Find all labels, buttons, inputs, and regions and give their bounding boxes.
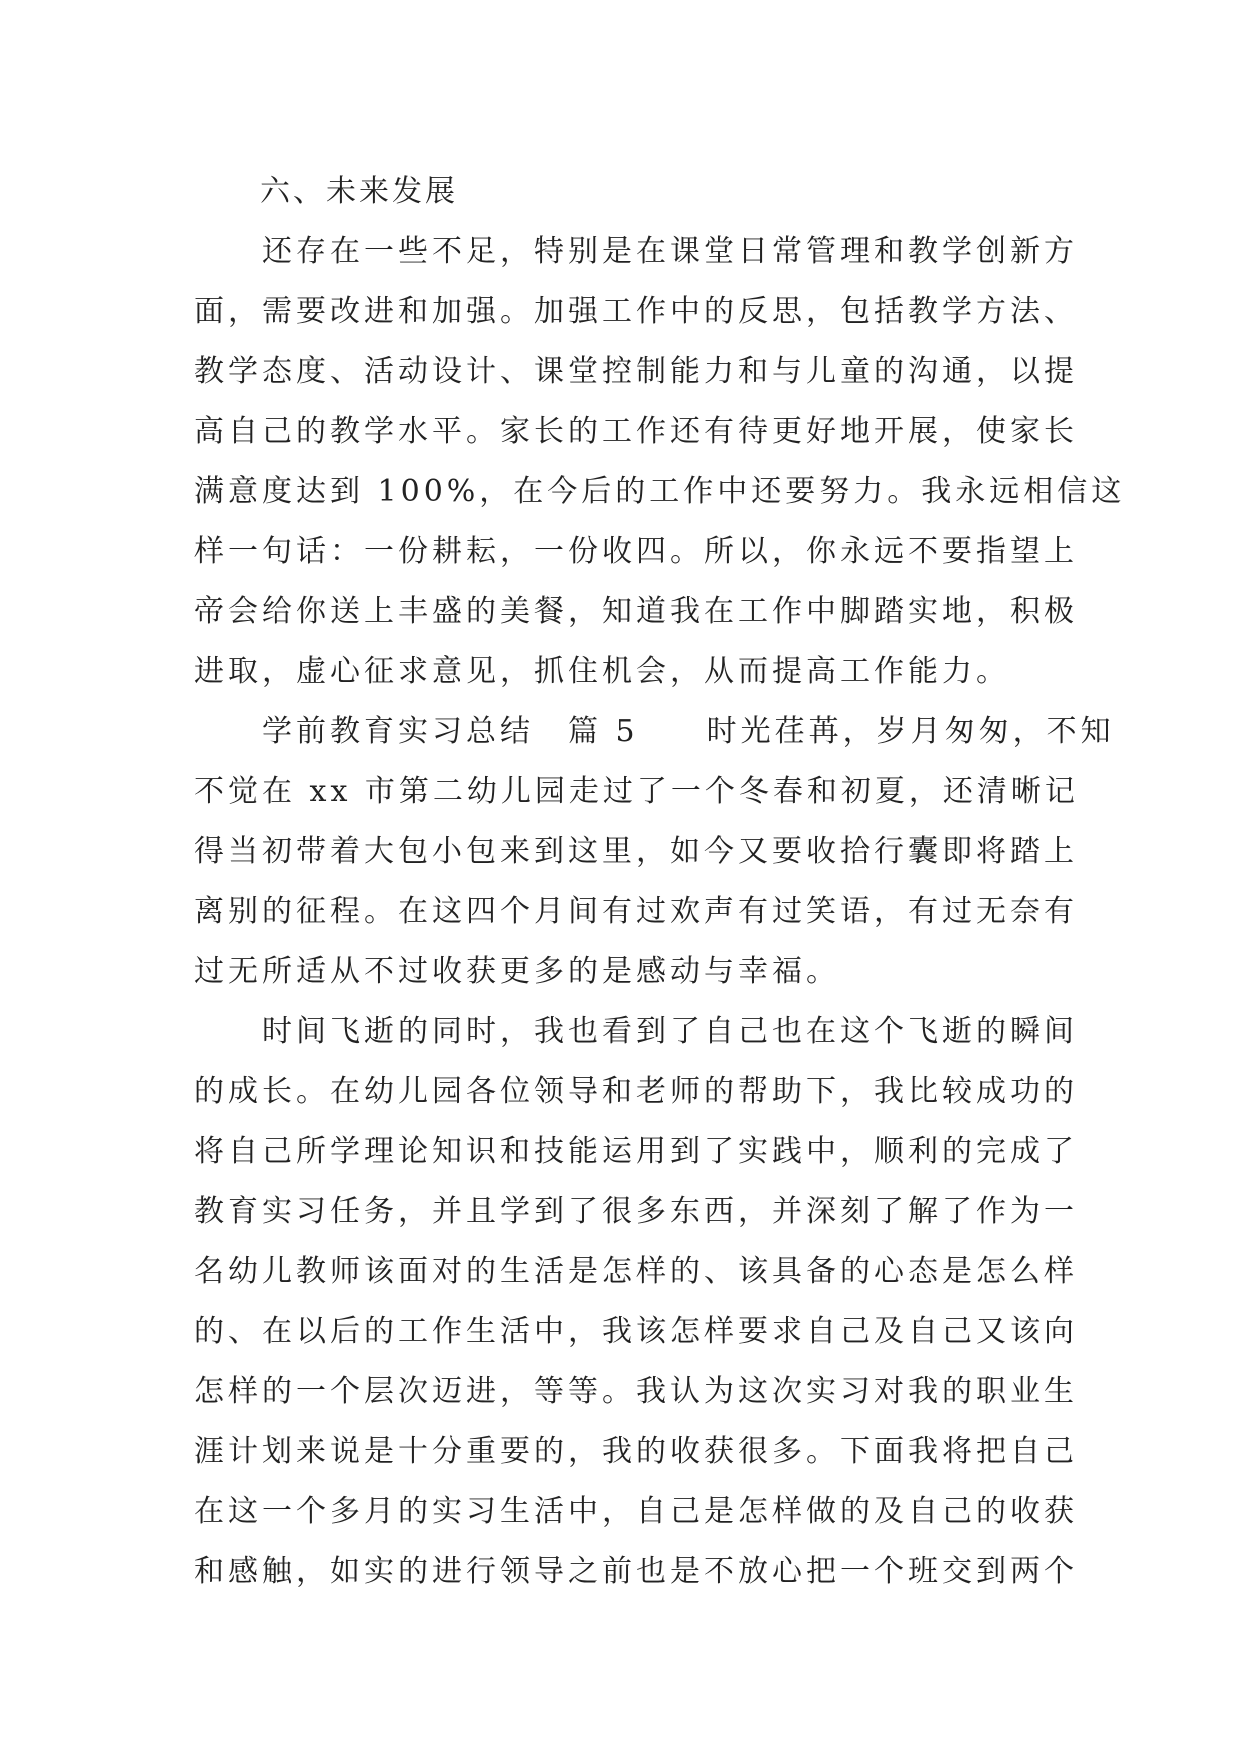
text-line: 和感触，如实的进行领导之前也是不放心把一个班交到两个 <box>194 1554 1078 1589</box>
text-line: 还存在一些不足，特别是在课堂日常管理和教学创新方 <box>194 234 1078 269</box>
text-line: 的成长。在幼儿园各位领导和老师的帮助下，我比较成功的 <box>194 1074 1078 1109</box>
text-line: 高自己的教学水平。家长的工作还有待更好地开展，使家长 <box>194 414 1078 449</box>
text-line: 涯计划来说是十分重要的，我的收获很多。下面我将把自己 <box>194 1434 1078 1469</box>
text-line: 时间飞逝的同时，我也看到了自己也在这个飞逝的瞬间 <box>194 1014 1078 1049</box>
text-line: 过无所适从不过收获更多的是感动与幸福。 <box>194 954 840 989</box>
document-body <box>194 162 1126 1602</box>
text-line: 满意度达到 100%，在今后的工作中还要努力。我永远相信这 <box>194 474 1126 509</box>
text-line: 将自己所学理论知识和技能运用到了实践中，顺利的完成了 <box>194 1134 1078 1169</box>
section-heading: 六、未来发展 <box>194 174 458 209</box>
text-line: 教学态度、活动设计、课堂控制能力和与儿童的沟通，以提 <box>194 354 1078 389</box>
text-line: 面，需要改进和加强。加强工作中的反思，包括教学方法、 <box>194 294 1078 329</box>
text-line: 帝会给你送上丰盛的美餐，知道我在工作中脚踏实地，积极 <box>194 594 1078 629</box>
text-line: 教育实习任务，并且学到了很多东西，并深刻了解了作为一 <box>194 1194 1078 1229</box>
text-line: 在这一个多月的实习生活中，自己是怎样做的及自己的收获 <box>194 1494 1078 1529</box>
text-line: 的、在以后的工作生活中，我该怎样要求自己及自己又该向 <box>194 1314 1078 1349</box>
text-line: 进取，虚心征求意见，抓住机会，从而提高工作能力。 <box>194 654 1010 689</box>
text-line: 得当初带着大包小包来到这里，如今又要收拾行囊即将踏上 <box>194 834 1078 869</box>
text-line: 样一句话：一份耕耘，一份收四。所以，你永远不要指望上 <box>194 534 1078 569</box>
text-line: 离别的征程。在这四个月间有过欢声有过笑语，有过无奈有 <box>194 894 1078 929</box>
text-line: 不觉在 xx 市第二幼儿园走过了一个冬春和初夏，还清晰记 <box>194 774 1079 809</box>
text-line: 怎样的一个层次迈进，等等。我认为这次实习对我的职业生 <box>194 1374 1078 1409</box>
text-line: 学前教育实习总结 篇 5 时光荏苒，岁月匆匆，不知 <box>194 714 1115 749</box>
text-line: 名幼儿教师该面对的生活是怎样的、该具备的心态是怎么样 <box>194 1254 1078 1289</box>
